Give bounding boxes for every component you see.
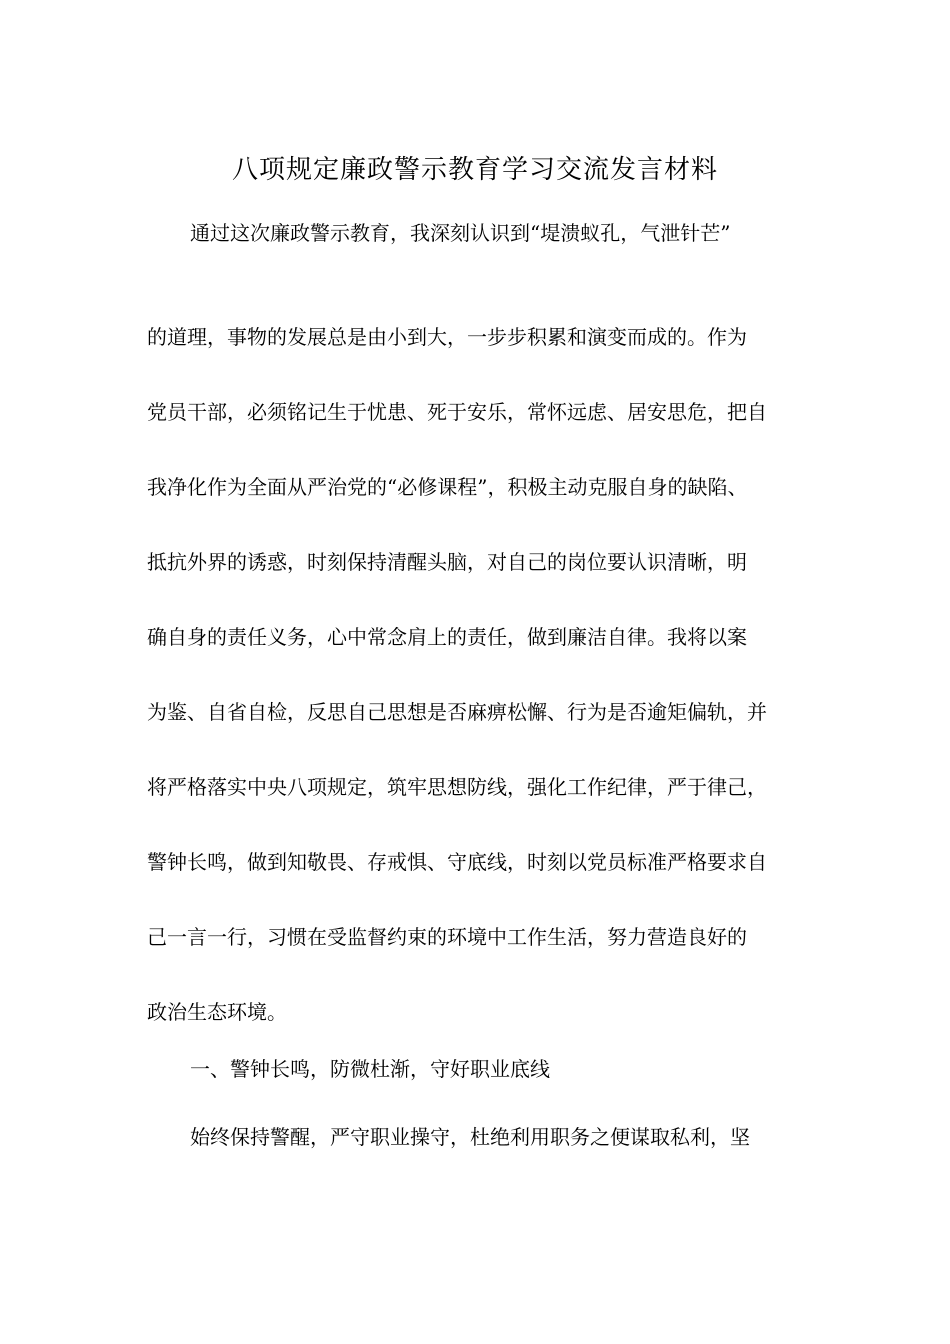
section-heading: 一、警钟长鸣，防微杜渐，守好职业底线 — [190, 1057, 550, 1081]
paragraph-line: 的道理，事物的发展总是由小到大，一步步积累和演变而成的。作为 — [147, 325, 747, 349]
paragraph-line: 为鉴、自省自检，反思自己思想是否麻痹松懈、行为是否逾矩偏轨，并 — [147, 700, 767, 724]
paragraph-line: 警钟长鸣，做到知敬畏、存戒惧、守底线，时刻以党员标准严格要求自 — [147, 850, 767, 874]
paragraph-line: 己一言一行，习惯在受监督约束的环境中工作生活，努力营造良好的 — [147, 925, 747, 949]
paragraph-line: 始终保持警醒，严守职业操守，杜绝利用职务之便谋取私利，坚 — [190, 1125, 750, 1149]
paragraph-line: 通过这次廉政警示教育，我深刻认识到“堤溃蚁孔，气泄针芒” — [190, 221, 731, 245]
paragraph-line: 确自身的责任义务，心中常念肩上的责任，做到廉洁自律。我将以案 — [147, 625, 747, 649]
paragraph-line: 政治生态环境。 — [147, 1000, 287, 1024]
paragraph-line: 我净化作为全面从严治党的“必修课程”，积极主动克服自身的缺陷、 — [147, 475, 748, 499]
document-title: 八项规定廉政警示教育学习交流发言材料 — [231, 155, 718, 185]
paragraph-line: 将严格落实中央八项规定，筑牢思想防线，强化工作纪律，严于律己， — [147, 775, 767, 799]
paragraph-line: 党员干部，必须铭记生于忧患、死于安乐，常怀远虑、居安思危，把自 — [147, 400, 767, 424]
paragraph-line: 抵抗外界的诱惑，时刻保持清醒头脑，对自己的岗位要认识清晰，明 — [147, 550, 747, 574]
